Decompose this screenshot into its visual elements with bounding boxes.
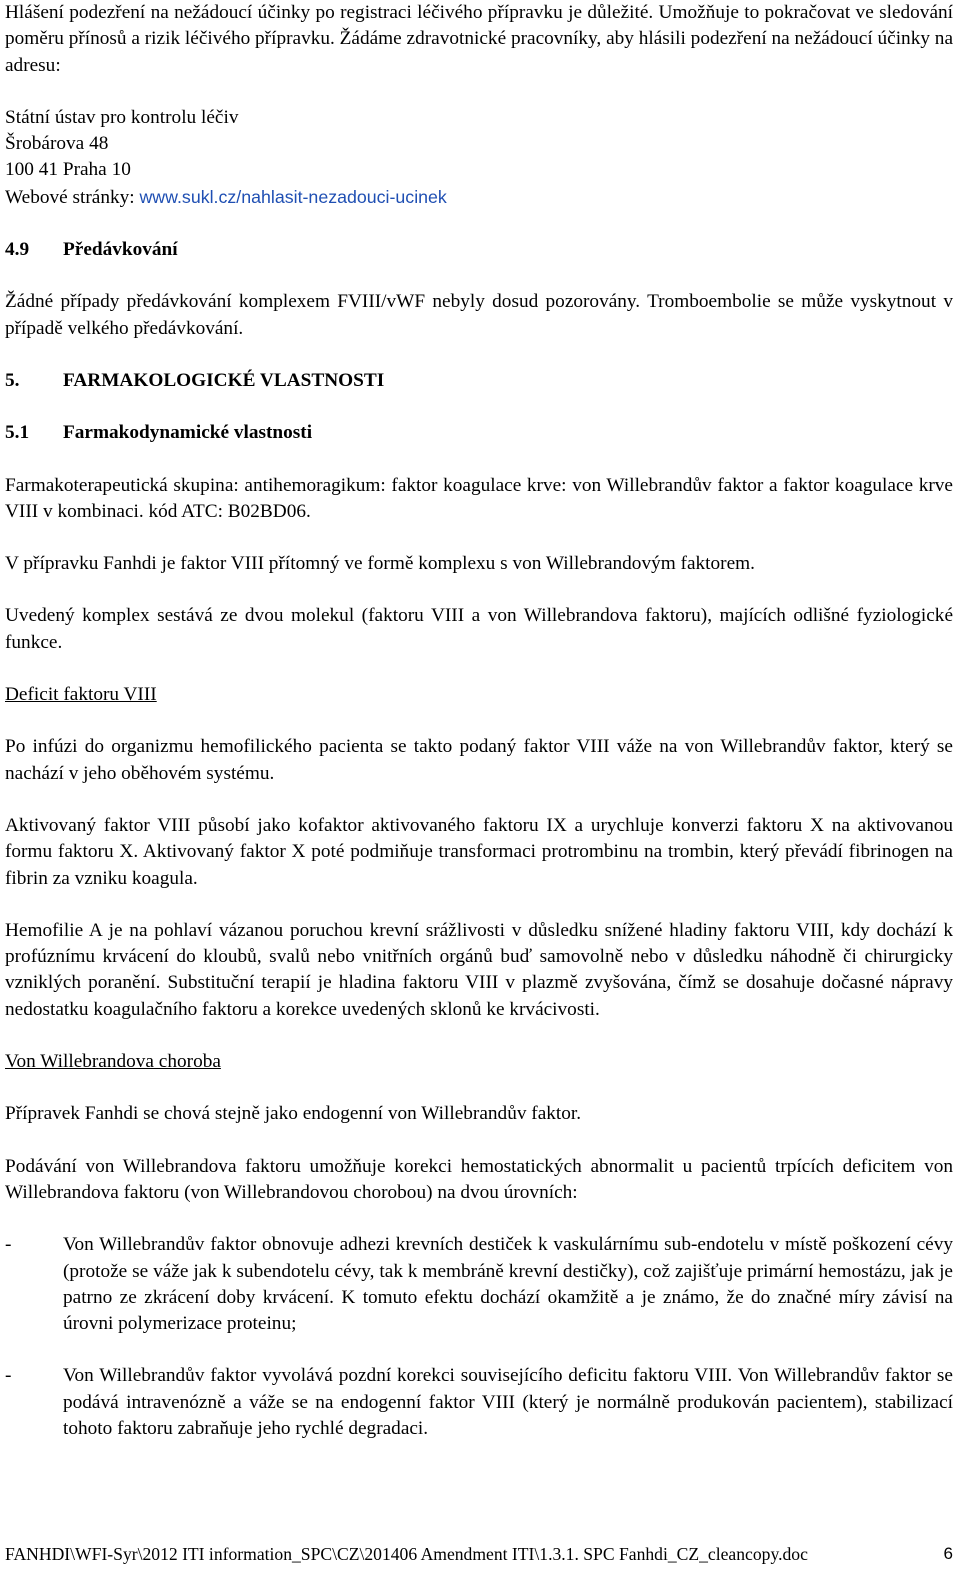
address-block [5, 105, 953, 211]
section-title: Předávkování [63, 239, 178, 261]
web-link[interactable]: www.sukl.cz/nahlasit-nezadouci-ucinek [139, 186, 447, 207]
hemophilia-paragraph: Hemofilie A je na pohlaví vázanou poruchou krevní srážlivosti v důsledku snížené hladiny faktoru VIII, kdy dochází k profúznímu krvácení do kloubů, svalů nebo vnitřních orgánů buď samovolně nebo v důsledku náhodně či chirurgicky vzniklých poranění. Substituční terapií je hladina faktoru VIII v plazmě zvyšována, čímž se dosahuje dočasné nápravy nedostatku koagulačního faktoru a korekce uvedených sklonů ke krvácivosti. [5, 919, 953, 1020]
section-5-1-heading [5, 420, 953, 446]
list-item-text: Von Willebrandův faktor obnovuje adhezi krevních destiček k vaskulárnímu sub-endotelu v místě poškození cévy (protože se váže jak k subendotelu cévy, tak k membráně krevní destičky), což zajišťuje primární hemostázu, jak je patrno ze zkrácení doby krvácení. K tomuto efektu dochází okamžitě a je známo, že do značné míry závisí na úrovni polymerizace proteinu; [63, 1234, 953, 1335]
section-number: 5.1 [5, 422, 30, 444]
address-institution: Státní ústav pro kontrolu léčiv [5, 106, 239, 128]
subheading-fviii-deficit: Deficit faktoru VIII [5, 684, 157, 706]
list-item [5, 1363, 953, 1442]
section-4-9-heading [5, 237, 953, 263]
address-street: Šrobárova 48 [5, 133, 109, 155]
complex-molecules-paragraph: Uvedený komplex sestává ze dvou molekul (faktoru VIII a von Willebrandova faktoru), majících odlišné fyziologické funkce. [5, 605, 953, 653]
fanhdi-complex-paragraph: V přípravku Fanhdi je faktor VIII přítomný ve formě komplexu s von Willebrandovým faktorem. [5, 553, 755, 575]
list-item [5, 1232, 953, 1337]
footer-file-path: FANHDI\WFI-Syr\2012 ITI information_SPC\CZ\201406 Amendment ITI\1.3.1. SPC Fanhdi_CZ_cleancopy.doc [5, 1544, 808, 1564]
subheading-vwd: Von Willebrandova choroba [5, 1051, 221, 1073]
address-city: 100 41 Praha 10 [5, 159, 131, 181]
list-item-text: Von Willebrandův faktor vyvolává pozdní korekci souvisejícího deficitu faktoru VIII. Von Willebrandův faktor se podává intravenózně a váže se na endogenní faktor VIII (který je normálně produkován pacientem), stabilizací tohoto faktoru zabraňuje jeho rychlé degradaci. [63, 1365, 953, 1439]
section-5-heading [5, 368, 953, 394]
infusion-paragraph: Po infúzi do organizmu hemofilického pacienta se takto podaný faktor VIII váže na von Willebrandův faktor, který se nachází v jeho oběhovém systému. [5, 736, 953, 784]
fanhdi-behaviour-paragraph: Přípravek Fanhdi se chová stejně jako endogenní von Willebrandův faktor. [5, 1103, 582, 1125]
page-number: 6 [943, 1544, 953, 1563]
reporting-paragraph: Hlášení podezření na nežádoucí účinky po registraci léčivého přípravku je důležité. Umožňuje to pokračovat ve sledování poměru přínosů a rizik léčivého přípravku. Žádáme zdravotnické pracovníky, aby hlásili podezření na nežádoucí účinky na adresu: [5, 2, 954, 76]
overdose-paragraph: Žádné případy předávkování komplexem FVIII/vWF nebyly dosud pozorovány. Tromboembolie se může vyskytnout v případě velkého předávkování. [5, 291, 953, 339]
page-footer [5, 1543, 953, 1565]
list-marker: - [5, 1365, 12, 1387]
activated-factor-paragraph: Aktivovaný faktor VIII působí jako kofaktor aktivovaného faktoru IX a urychluje konverzi faktoru X na aktivovanou formu faktoru X. Aktivovaný faktor X poté podmiňuje transformaci protrombinu na trombin, který převádí fibrinogen na fibrin za vzniku koagula. [5, 814, 953, 889]
address-web [5, 184, 953, 211]
pharmacotherapeutic-group-paragraph: Farmakoterapeutická skupina: antihemoragikum: faktor koagulace krve: von Willebrandův faktor a faktor koagulace krve VIII v kombinaci. kód ATC: B02BD06. [5, 474, 953, 522]
section-title: Farmakodynamické vlastnosti [63, 422, 313, 444]
section-number: 4.9 [5, 239, 30, 261]
list-marker: - [5, 1234, 12, 1256]
section-title: FARMAKOLOGICKÉ VLASTNOSTI [63, 369, 385, 391]
section-number: 5. [5, 369, 20, 391]
document-page [5, 0, 953, 1442]
web-label: Webové stránky: [5, 186, 140, 208]
vwf-administration-paragraph: Podávání von Willebrandova faktoru umožňuje korekci hemostatických abnormalit u pacientů trpících deficitem von Willebrandova faktoru (von Willebrandovou chorobou) na dvou úrovních: [5, 1155, 953, 1203]
